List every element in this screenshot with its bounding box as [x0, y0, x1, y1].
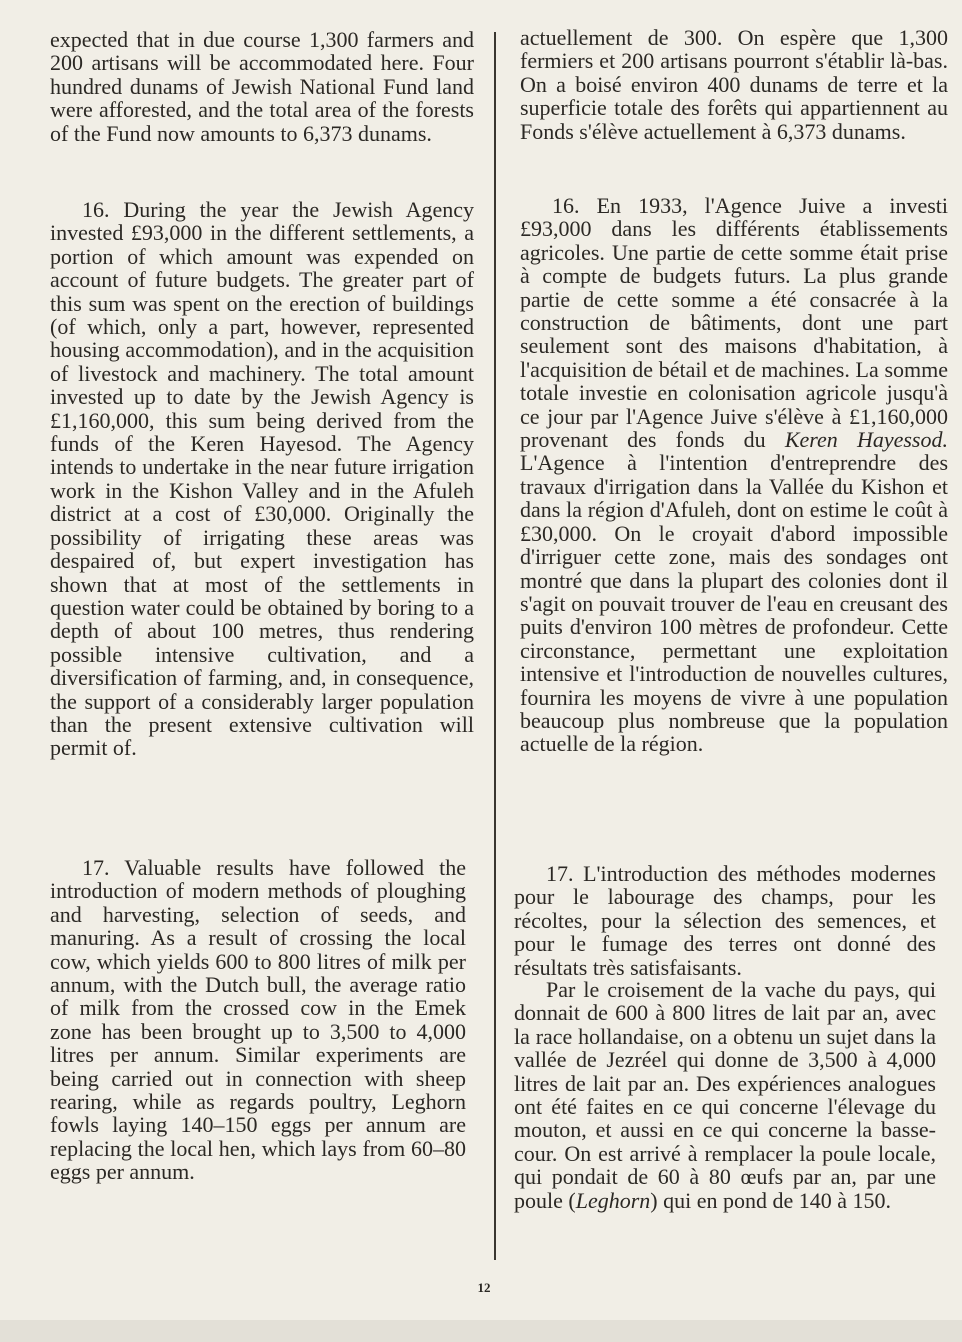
english-paragraph-16: 16. During the year the Jewish Agency invested £93,000 in the different settlements, a portion of which amount was expended on account of future budgets. The greater part of this sum was spent on the erection of buildings (of which, only a part, however, represented housing accommodation), and in the acquisition of livestock and machinery. The total amount invested up to date by the Jewish Agency is £1,160,000, this sum being derived from the funds of the Keren Hayesod. The Agency intends to undertake in the near future irrigation work in the Kishon Valley and in the Afuleh district at a cost of £30,000. Originally the possibility of irrigating these areas was despaired of, but expert investigation has shown that at most of the settlements in question water could be obtained by boring to a depth of about 100 metres, thus rendering possible intensive cultivation, and a diversification of farming, and, in consequence, the support of a considerably larger population than the present extensive cultivation will permit of. [50, 197, 474, 761]
english-paragraph-15-continued: expected that in due course 1,300 farmers and 200 artisans will be accommodated here. Four hundred dunams of Jewish National Fund land were afforested, and the total area of the forests of the Fund now amounts to 6,373 dunams. [50, 27, 474, 146]
scan-bottom-edge [0, 1320, 962, 1342]
french-p17-text-c: ) qui en pond de 140 à 150. [650, 1187, 891, 1213]
french-p17-leghorn: Leghorn [575, 1187, 651, 1213]
french-paragraph-17-intro: 17. L'introduction des méthodes modernes pour le labourage des champs, pour les récoltes, pour la sélection des semences, et pour le fumage des terres ont donné des résultats très satisfaisants. [514, 861, 936, 980]
page-number: 12 [477, 1280, 491, 1295]
column-divider [494, 32, 496, 1260]
french-p16-keren-hayessod: Keren Hayessod. [784, 427, 948, 453]
french-p16-text-b: L'Agence à l'intention d'entreprendre des travaux d'irrigation dans la Vallée du Kishon et dans la région d'Afuleh, dont on estime le coût à £30,000. On le croyait d'abord impossible d'irriguer cette zone, mais des sondages ont montré que dans la plupart des colonies dont il s'agit on pouvait trouver de l'eau en creusant des puits d'environ 100 mètres de profondeur. Cette circonstance, permettant une exploitation intensive et l'introduction de nouvelles cultures, fournira les moyens de vivre à une population beaucoup plus nombreuse que la population actuelle de la région. [520, 450, 948, 757]
french-paragraph-16 [520, 194, 948, 756]
french-p16-text-a: 16. En 1933, l'Agence Juive a investi £93,000 dans les différents établissements agricoles. Une partie de cette somme était prise à compte de budgets futurs. La plus grande partie de cette somme a été consacrée à la construction de bâtiments, dont une part seulement sont des maisons d'habitation, à l'acquisition de bétail et de machines. La somme totale investie en colonisation agricole jusqu'à ce jour par l'Agence Juive s'élève à £1,160,000 provenant des fonds du [520, 193, 948, 453]
french-paragraph-15-continued: actuellement de 300. On espère que 1,300 fermiers et 200 artisans pourront s'établir là-bas. On a boisé environ 400 dunams de terre et la superficie totale des forêts qui appartiennent au Fonds s'élève actuellement à 6,373 dunams. [520, 25, 948, 144]
french-paragraph-17-body [514, 978, 936, 1212]
english-paragraph-17: 17. Valuable results have followed the introduction of modern methods of ploughing and harvesting, selection of seeds, and manuring. As a result of crossing the local cow, which yields 600 to 800 litres of milk per annum, with the Dutch bull, the average ratio of milk from the crossed cow in the Emek zone has been brought up to 3,500 to 4,000 litres per annum. Similar experiments are being carried out in connection with sheep rearing, while as regards poultry, Leghorn fowls laying 140–150 eggs per annum are replacing the local hen, which lays from 60–80 eggs per annum. [50, 855, 466, 1185]
french-p17-text-b: Par le croisement de la vache du pays, qui donnait de 600 à 800 litres de lait par an, avec la race hollandaise, on a obtenu un sujet dans la vallée de Jezréel qui donne de 3,500 à 4,000 litres de lait par an. Des expériences analogues ont été faites en ce qui concerne l'élevage du mouton, et aussi en ce qui concerne la basse-cour. On est arrivé à remplacer la poule locale, qui pondait de 60 à 80 œufs par an, par une poule ( [514, 977, 936, 1213]
